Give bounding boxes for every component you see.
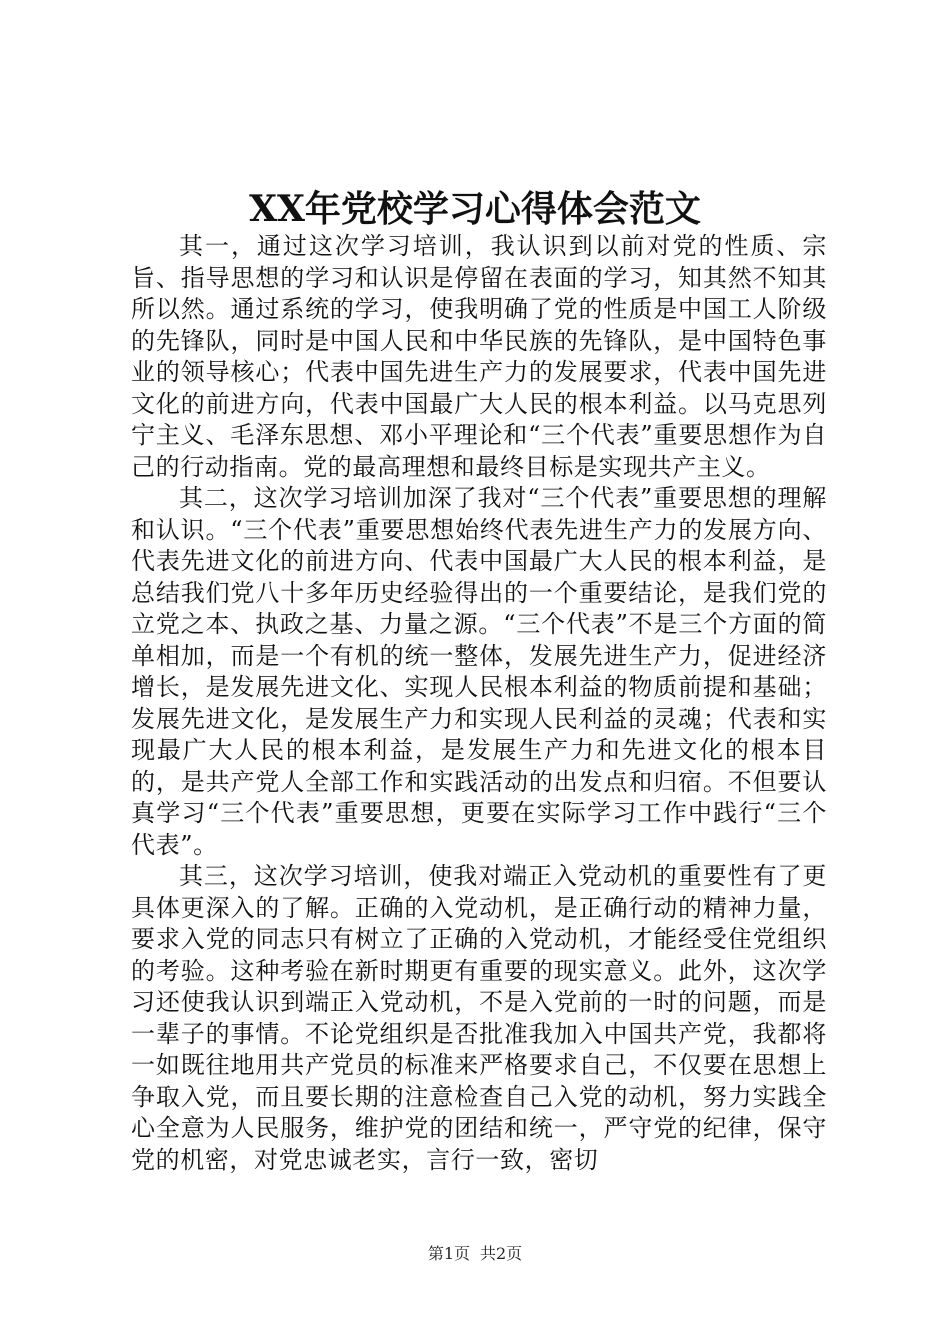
document-body bbox=[131, 231, 827, 1176]
paragraph-2: 其二，这次学习培训加深了我对“三个代表”重要思想的理解和认识。“三个代表”重要思想始终代表先进生产力的发展方向、代表先进文化的前进方向、代表中国最广大人民的根本利益，是总结我们党八十多年历史经验得出的一个重要结论，是我们党的立党之本、执政之基、力量之源。“三个代表”不是三个方面的简单相加，而是一个有机的统一整体，发展先进生产力，促进经济增长，是发展先进文化、实现人民根本利益的物质前提和基础；发展先进文化，是发展生产力和实现人民利益的灵魂；代表和实现最广大人民的根本利益，是发展生产力和先进文化的根本目的，是共产党人全部工作和实践活动的出发点和归宿。不但要认真学习“三个代表”重要思想，更要在实际学习工作中践行“三个代表”。 bbox=[131, 484, 827, 859]
page-number-total: 共2页 bbox=[480, 1244, 523, 1263]
document-title: XX年党校学习心得体会范文 bbox=[249, 188, 701, 230]
paragraph-3: 其三，这次学习培训，使我对端正入党动机的重要性有了更具体更深入的了解。正确的入党动机，是正确行动的精神力量，要求入党的同志只有树立了正确的入党动机，才能经受住党组织的考验。这种考验在新时期更有重要的现实意义。此外，这次学习还使我认识到端正入党动机，不是入党前的一时的问题，而是一辈子的事情。不论党组织是否批准我加入中国共产党，我都将一如既往地用共产党员的标准来严格要求自己，不仅要在思想上争取入党，而且要长期的注意检查自己入党的动机，努力实践全心全意为人民服务，维护党的团结和统一，严守党的纪律，保守党的机密，对党忠诚老实，言行一致，密切 bbox=[131, 862, 827, 1174]
paragraph-1: 其一，通过这次学习培训，我认识到以前对党的性质、宗旨、指导思想的学习和认识是停留在表面的学习，知其然不知其所以然。通过系统的学习，使我明确了党的性质是中国工人阶级的先锋队，同时是中国人民和中华民族的先锋队，是中国特色事业的领导核心；代表中国先进生产力的发展要求，代表中国先进文化的前进方向，代表中国最广大人民的根本利益。以马克思列宁主义、毛泽东思想、邓小平理论和“三个代表”重要思想作为自己的行动指南。党的最高理想和最终目标是实现共产主义。 bbox=[131, 232, 827, 481]
page-number-current: 第1页 bbox=[427, 1244, 470, 1263]
page-footer bbox=[0, 1243, 950, 1265]
